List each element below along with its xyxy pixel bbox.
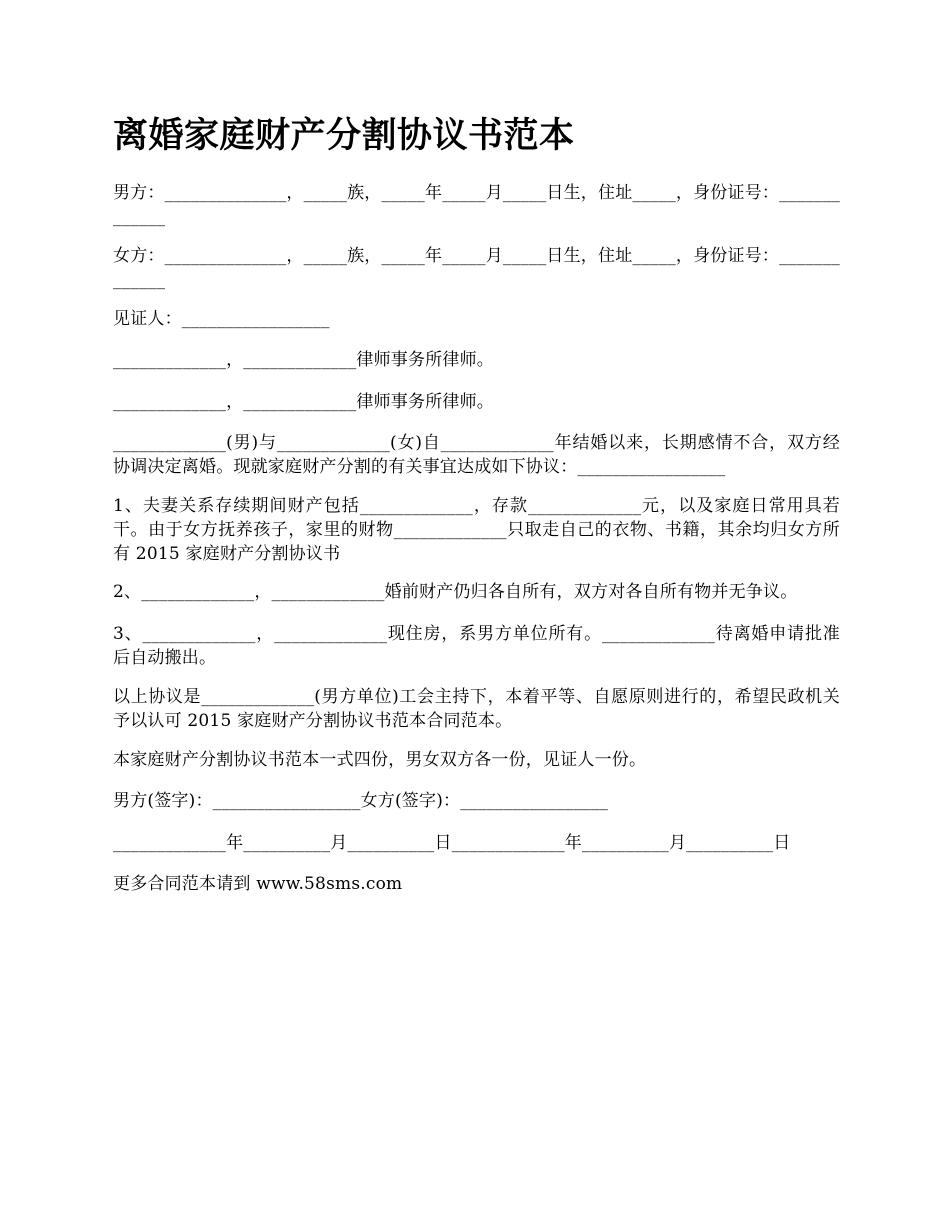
paragraph-copies: 本家庭财产分割协议书范本一式四份，男女双方各一份，见证人一份。 (113, 750, 647, 770)
paragraph-witness: 见证人：_________________ (113, 309, 330, 329)
paragraph-clause-3: 3、_____________，_____________现住房，系男方单位所有。_____________待离婚申请批准后自动搬出。 (113, 624, 840, 668)
paragraph-footer-link: 更多合同范本请到 www.58sms.com (113, 874, 403, 894)
paragraph-dates: _____________年__________月__________日_____________年__________月__________日 (113, 833, 791, 853)
paragraph-lawyer-2: _____________，_____________律师事务所律师。 (113, 392, 494, 412)
paragraph-lawyer-1: _____________，_____________律师事务所律师。 (113, 350, 494, 370)
paragraph-agreement-note: 以上协议是_____________(男方单位)工会主持下，本着平等、自愿原则进行的，希望民政机关予以认可 2015 家庭财产分割协议书范本合同范本。 (113, 687, 840, 731)
paragraph-clause-1: 1、夫妻关系存续期间财产包括_____________，存款_____________元，以及家庭日常用具若干。由于女方抚养孩子，家里的财物_____________只取走自己的衣物、书籍，其余均归女方所有 2015 家庭财产分割协议书 (113, 496, 840, 564)
paragraph-female-party: 女方：______________，_____族，_____年_____月_____日生，住址_____，身份证号：_____________ (113, 246, 840, 290)
paragraph-signatures: 男方(签字)：_________________女方(签字)：_________________ (113, 791, 609, 811)
paragraph-male-party: 男方：______________，_____族，_____年_____月_____日生，住址_____，身份证号：_____________ (113, 183, 840, 227)
paragraph-preamble: _____________(男)与_____________(女)自_____________年结婚以来，长期感情不合，双方经协调决定离婚。现就家庭财产分割的有关事宜达成如下协议：_________________ (113, 433, 840, 477)
paragraph-clause-2: 2、_____________，_____________婚前财产仍归各自所有，双方对各自所有物并无争议。 (113, 582, 798, 602)
document-title: 离婚家庭财产分割协议书范本 (113, 115, 575, 156)
